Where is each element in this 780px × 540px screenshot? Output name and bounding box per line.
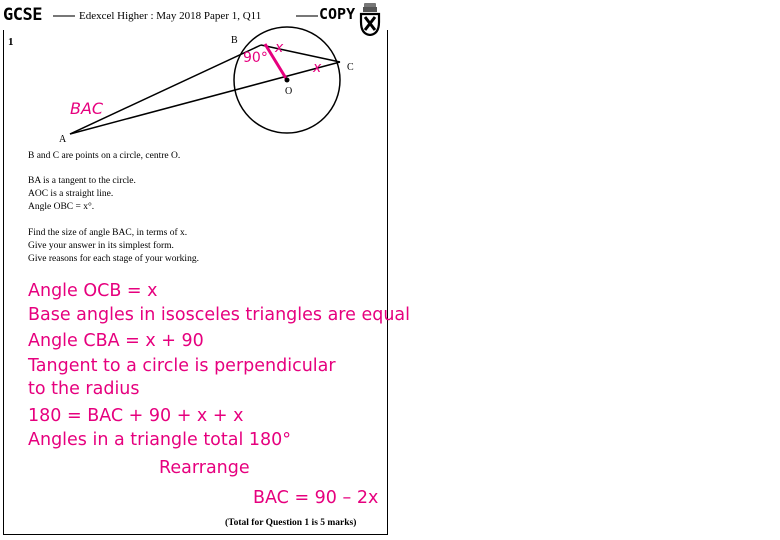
question-line-7: Give reasons for each stage of your working. [28, 254, 199, 264]
total-marks: (Total for Question 1 is 5 marks) [225, 518, 357, 528]
brand-title: GCSE [3, 5, 42, 25]
question-line-4: Angle OBC = x°. [28, 202, 95, 212]
copy-label: COPY [319, 5, 356, 23]
annotation-angle-x-b: x [275, 40, 284, 56]
line-aoc [70, 62, 340, 134]
annotation-bac: BAC [70, 99, 104, 118]
answer-line-8: Rearrange [159, 458, 250, 478]
answer-line-5: to the radius [28, 379, 140, 399]
answer-line-6: 180 = BAC + 90 + x + x [28, 406, 244, 426]
answer-line-4: Tangent to a circle is perpendicular [28, 356, 336, 376]
circle-tangent-diagram [0, 0, 390, 160]
answer-line-1: Angle OCB = x [28, 281, 158, 301]
label-o: O [285, 86, 293, 97]
paper-reference: Edexcel Higher : May 2018 Paper 1, Q11 [79, 10, 262, 22]
label-c: C [347, 62, 354, 73]
answer-line-2: Base angles in isosceles triangles are equal [28, 305, 410, 325]
question-number: 1 [8, 36, 14, 48]
question-line-5: Find the size of angle BAC, in terms of x. [28, 228, 188, 238]
page-border-bottom [3, 534, 388, 535]
answer-line-3: Angle CBA = x + 90 [28, 331, 204, 351]
question-line-2: BA is a tangent to the circle. [28, 176, 136, 186]
annotation-right-angle: 90° [243, 50, 268, 66]
label-a: A [59, 134, 67, 145]
question-line-3: AOC is a straight line. [28, 189, 114, 199]
question-line-6: Give your answer in its simplest form. [28, 241, 174, 251]
label-b: B [231, 35, 238, 46]
annotation-angle-x-c: x [313, 60, 322, 76]
tangent-ba [70, 45, 261, 134]
question-line-1: B and C are points on a circle, centre O. [28, 151, 181, 161]
answer-line-7: Angles in a triangle total 180° [28, 430, 292, 450]
centre-point [285, 78, 290, 83]
answer-line-9: BAC = 90 – 2x [253, 488, 379, 508]
